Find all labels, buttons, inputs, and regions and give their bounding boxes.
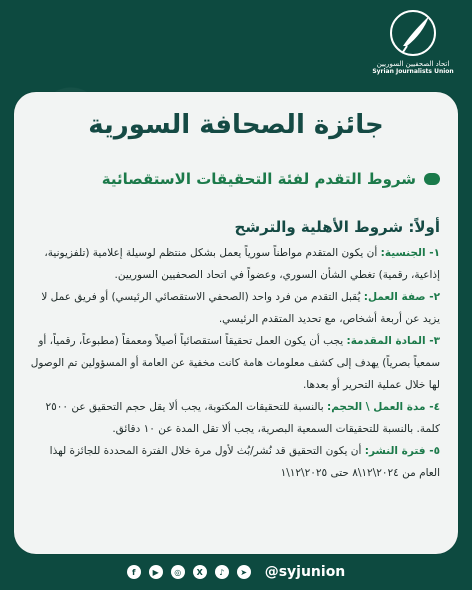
item-text: بالنسبة للتحقيقات المكتوبة، يجب ألا يقل حجم التحقيق عن ٢٥٠٠ كلمة. بالنسبة للتحقيقات السمعية البصرية، يجب ألا تقل المدة عن ١٠ دقائق. xyxy=(45,401,440,435)
social-handle[interactable]: @syjunion xyxy=(264,564,346,580)
item-text: أن يكون المتقدم مواطناً سورياً يعمل بشكل منتظم لوسيلة إعلامية (تلفزيونية، إذاعية، رقمية) تغطي الشأن السوري، وعضواً في اتحاد الصحفيين السوريين. xyxy=(44,247,440,281)
list-item xyxy=(28,396,440,440)
sub-heading: أولاً: شروط الأهلية والترشح xyxy=(234,218,440,236)
item-label: ٤- مدة العمل \ الحجم: xyxy=(327,401,440,413)
item-text: يُقبل التقدم من فرد واحد (الصحفي الاستقصائي الرئيسي) أو فريق عمل لا يزيد عن أربعة أشخاص، مع تحديد المتقدم الرئيسي. xyxy=(41,291,440,325)
content-card xyxy=(14,92,458,554)
instagram-icon[interactable]: ◎ xyxy=(171,565,185,579)
logo-name-ar: اتحاد الصحفيين السوريين xyxy=(376,60,450,68)
item-text: أن يكون التحقيق قد نُشر/بُث لأول مرة خلال الفترة المحددة للجائزة لهذا العام من ٢٠٢٤\١٢\٨ حتى ٢٠٢٥\١٢\١ xyxy=(49,445,440,479)
union-logo xyxy=(368,8,458,92)
section-heading-text: شروط التقدم لفئة التحقيقات الاستقصائية xyxy=(101,170,416,188)
list-item xyxy=(28,330,440,396)
item-label: ٢- صفة العمل: xyxy=(363,291,440,303)
quill-logo-icon xyxy=(385,8,441,58)
item-label: ٣- المادة المقدمة: xyxy=(346,335,440,347)
conditions-list xyxy=(28,242,440,484)
page-title: جائزة الصحافة السورية xyxy=(88,110,384,140)
facebook-icon[interactable]: f xyxy=(127,565,141,579)
tiktok-icon[interactable]: ♪ xyxy=(215,565,229,579)
youtube-icon[interactable]: ▶ xyxy=(149,565,163,579)
telegram-icon[interactable]: ➤ xyxy=(237,565,251,579)
item-text: يجب أن يكون العمل تحقيقاً استقصائياً أصيلاً ومعمقاً (مطبوعاً، رقمياً، أو سمعياً بصرياً) يهدف إلى كشف معلومات هامة كانت مخفية عن العامة أو المسؤولين تم الوصول لها خلال عملية التحرير أو بعدها. xyxy=(30,335,440,391)
item-label: ٥- فترة النشر: xyxy=(364,445,440,457)
logo-name-en: Syrian Journalists Union xyxy=(372,68,454,75)
list-item xyxy=(28,286,440,330)
x-icon[interactable]: X xyxy=(193,565,207,579)
list-item xyxy=(28,440,440,484)
footer-bar xyxy=(0,554,472,590)
section-heading xyxy=(32,170,440,188)
item-label: ١- الجنسية: xyxy=(380,247,440,259)
bullet-icon xyxy=(424,173,440,185)
list-item xyxy=(28,242,440,286)
